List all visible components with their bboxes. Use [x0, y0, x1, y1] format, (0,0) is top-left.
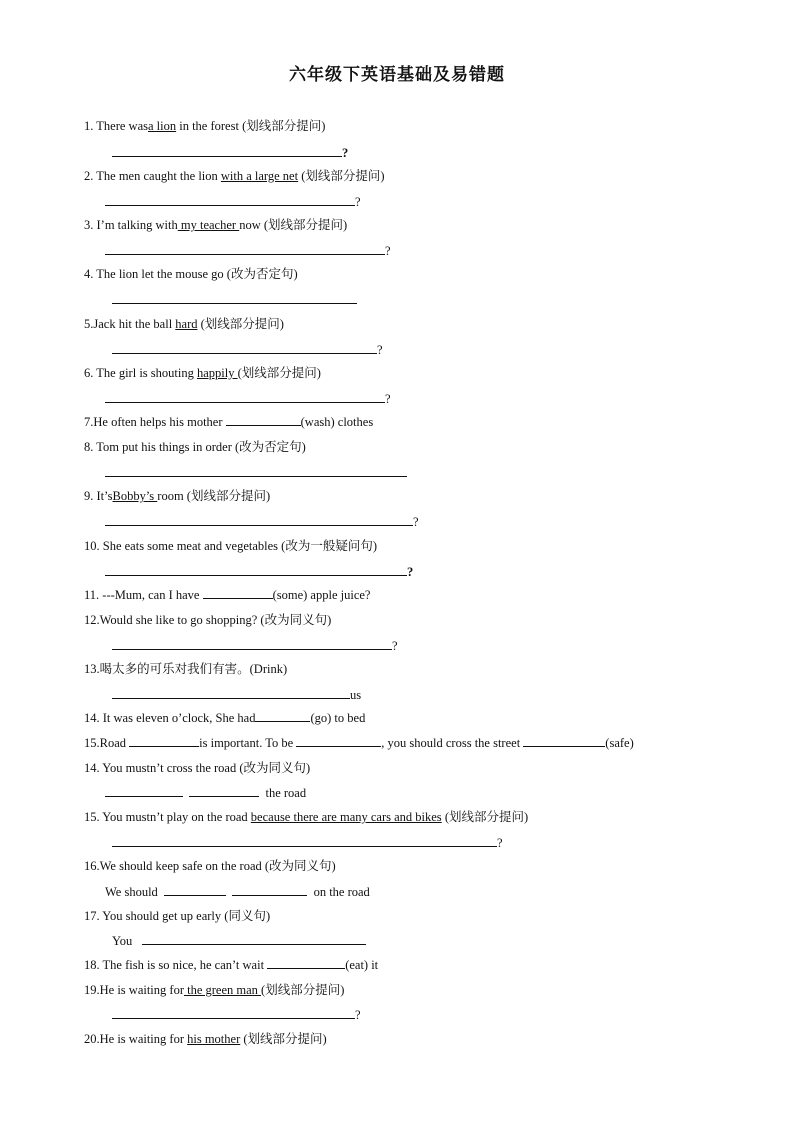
blank-15a-3[interactable] — [523, 735, 605, 747]
blank-15a-2[interactable] — [296, 735, 381, 747]
q1-instruction: in the forest (划线部分提问) — [176, 119, 326, 133]
blank-14a[interactable] — [255, 710, 310, 722]
answer-17: You — [112, 932, 366, 948]
question-18: 18. The fish is so nice, he can’t wait (eat) it — [84, 958, 379, 972]
answer-8[interactable] — [105, 464, 407, 480]
answer-4[interactable] — [112, 291, 357, 307]
question-12: 12.Would she like to go shopping? (改为同义句) — [84, 613, 332, 627]
question-2: 2. The men caught the lion with a large net (划线部分提问) — [84, 169, 385, 183]
question-14a: 14. It was eleven o’clock, She had (go) to bed — [84, 711, 366, 725]
question-15b: 15. You mustn’t play on the road because there are many cars and bikes (划线部分提问) — [84, 810, 529, 824]
answer-12[interactable]: ? — [112, 637, 398, 653]
blank-15a-1[interactable] — [129, 735, 199, 747]
question-11: 11. ---Mum, can I have (some) apple juice? — [84, 588, 371, 602]
answer-5[interactable]: ? — [112, 341, 383, 357]
blank-18[interactable] — [267, 957, 345, 969]
answer-15b[interactable]: ? — [112, 834, 503, 850]
question-20: 20.He is waiting for his mother (划线部分提问) — [84, 1032, 327, 1046]
q1-text: 1. There was — [84, 119, 148, 133]
blank-7[interactable] — [226, 414, 301, 426]
question-19: 19.He is waiting for the green man (划线部分提问) — [84, 983, 345, 997]
question-16: 16.We should keep safe on the road (改为同义句) — [84, 859, 336, 873]
question-9: 9. It’sBobby’s room (划线部分提问) — [84, 489, 271, 503]
page-title: 六年级下英语基础及易错题 — [289, 65, 505, 85]
answer-6[interactable]: ? — [105, 390, 391, 406]
answer-13[interactable]: us — [112, 686, 361, 702]
question-10: 10. She eats some meat and vegetables (改为一般疑问句) — [84, 539, 377, 553]
answer-2[interactable]: ? — [105, 193, 361, 209]
question-13: 13.喝太多的可乐对我们有害。(Drink) — [84, 662, 288, 676]
question-1 — [84, 118, 325, 134]
question-4: 4. The lion let the mouse go (改为否定句) — [84, 267, 298, 281]
question-6: 6. The girl is shouting happily (划线部分提问) — [84, 366, 321, 380]
question-7: 7.He often helps his mother (wash) clothes — [84, 415, 374, 429]
answer-10[interactable]: ? — [105, 563, 413, 579]
question-3: 3. I’m talking with my teacher now (划线部分提问) — [84, 218, 348, 232]
answer-9[interactable]: ? — [105, 513, 419, 529]
blank-11[interactable] — [203, 587, 273, 599]
question-17: 17. You should get up early (同义句) — [84, 909, 271, 923]
answer-1[interactable]: ? — [112, 144, 348, 160]
answer-16: We should on the road — [105, 885, 370, 899]
blank-14b-1[interactable] — [105, 784, 183, 797]
answer-19[interactable]: ? — [112, 1006, 361, 1022]
blank-16-1[interactable] — [164, 883, 226, 896]
q1-underlined: a lion — [147, 119, 177, 133]
question-15a: 15.Road is important. To be , you should cross the street (safe) — [84, 736, 634, 750]
blank-16-2[interactable] — [232, 883, 307, 896]
blank-14b-2[interactable] — [189, 784, 259, 797]
answer-3[interactable]: ? — [105, 242, 391, 258]
blank-17[interactable] — [142, 932, 366, 945]
question-8: 8. Tom put his things in order (改为否定句) — [84, 440, 306, 454]
answer-14b: the road — [105, 784, 306, 800]
question-5: 5.Jack hit the ball hard (划线部分提问) — [84, 317, 284, 331]
question-14b: 14. You mustn’t cross the road (改为同义句) — [84, 761, 311, 775]
